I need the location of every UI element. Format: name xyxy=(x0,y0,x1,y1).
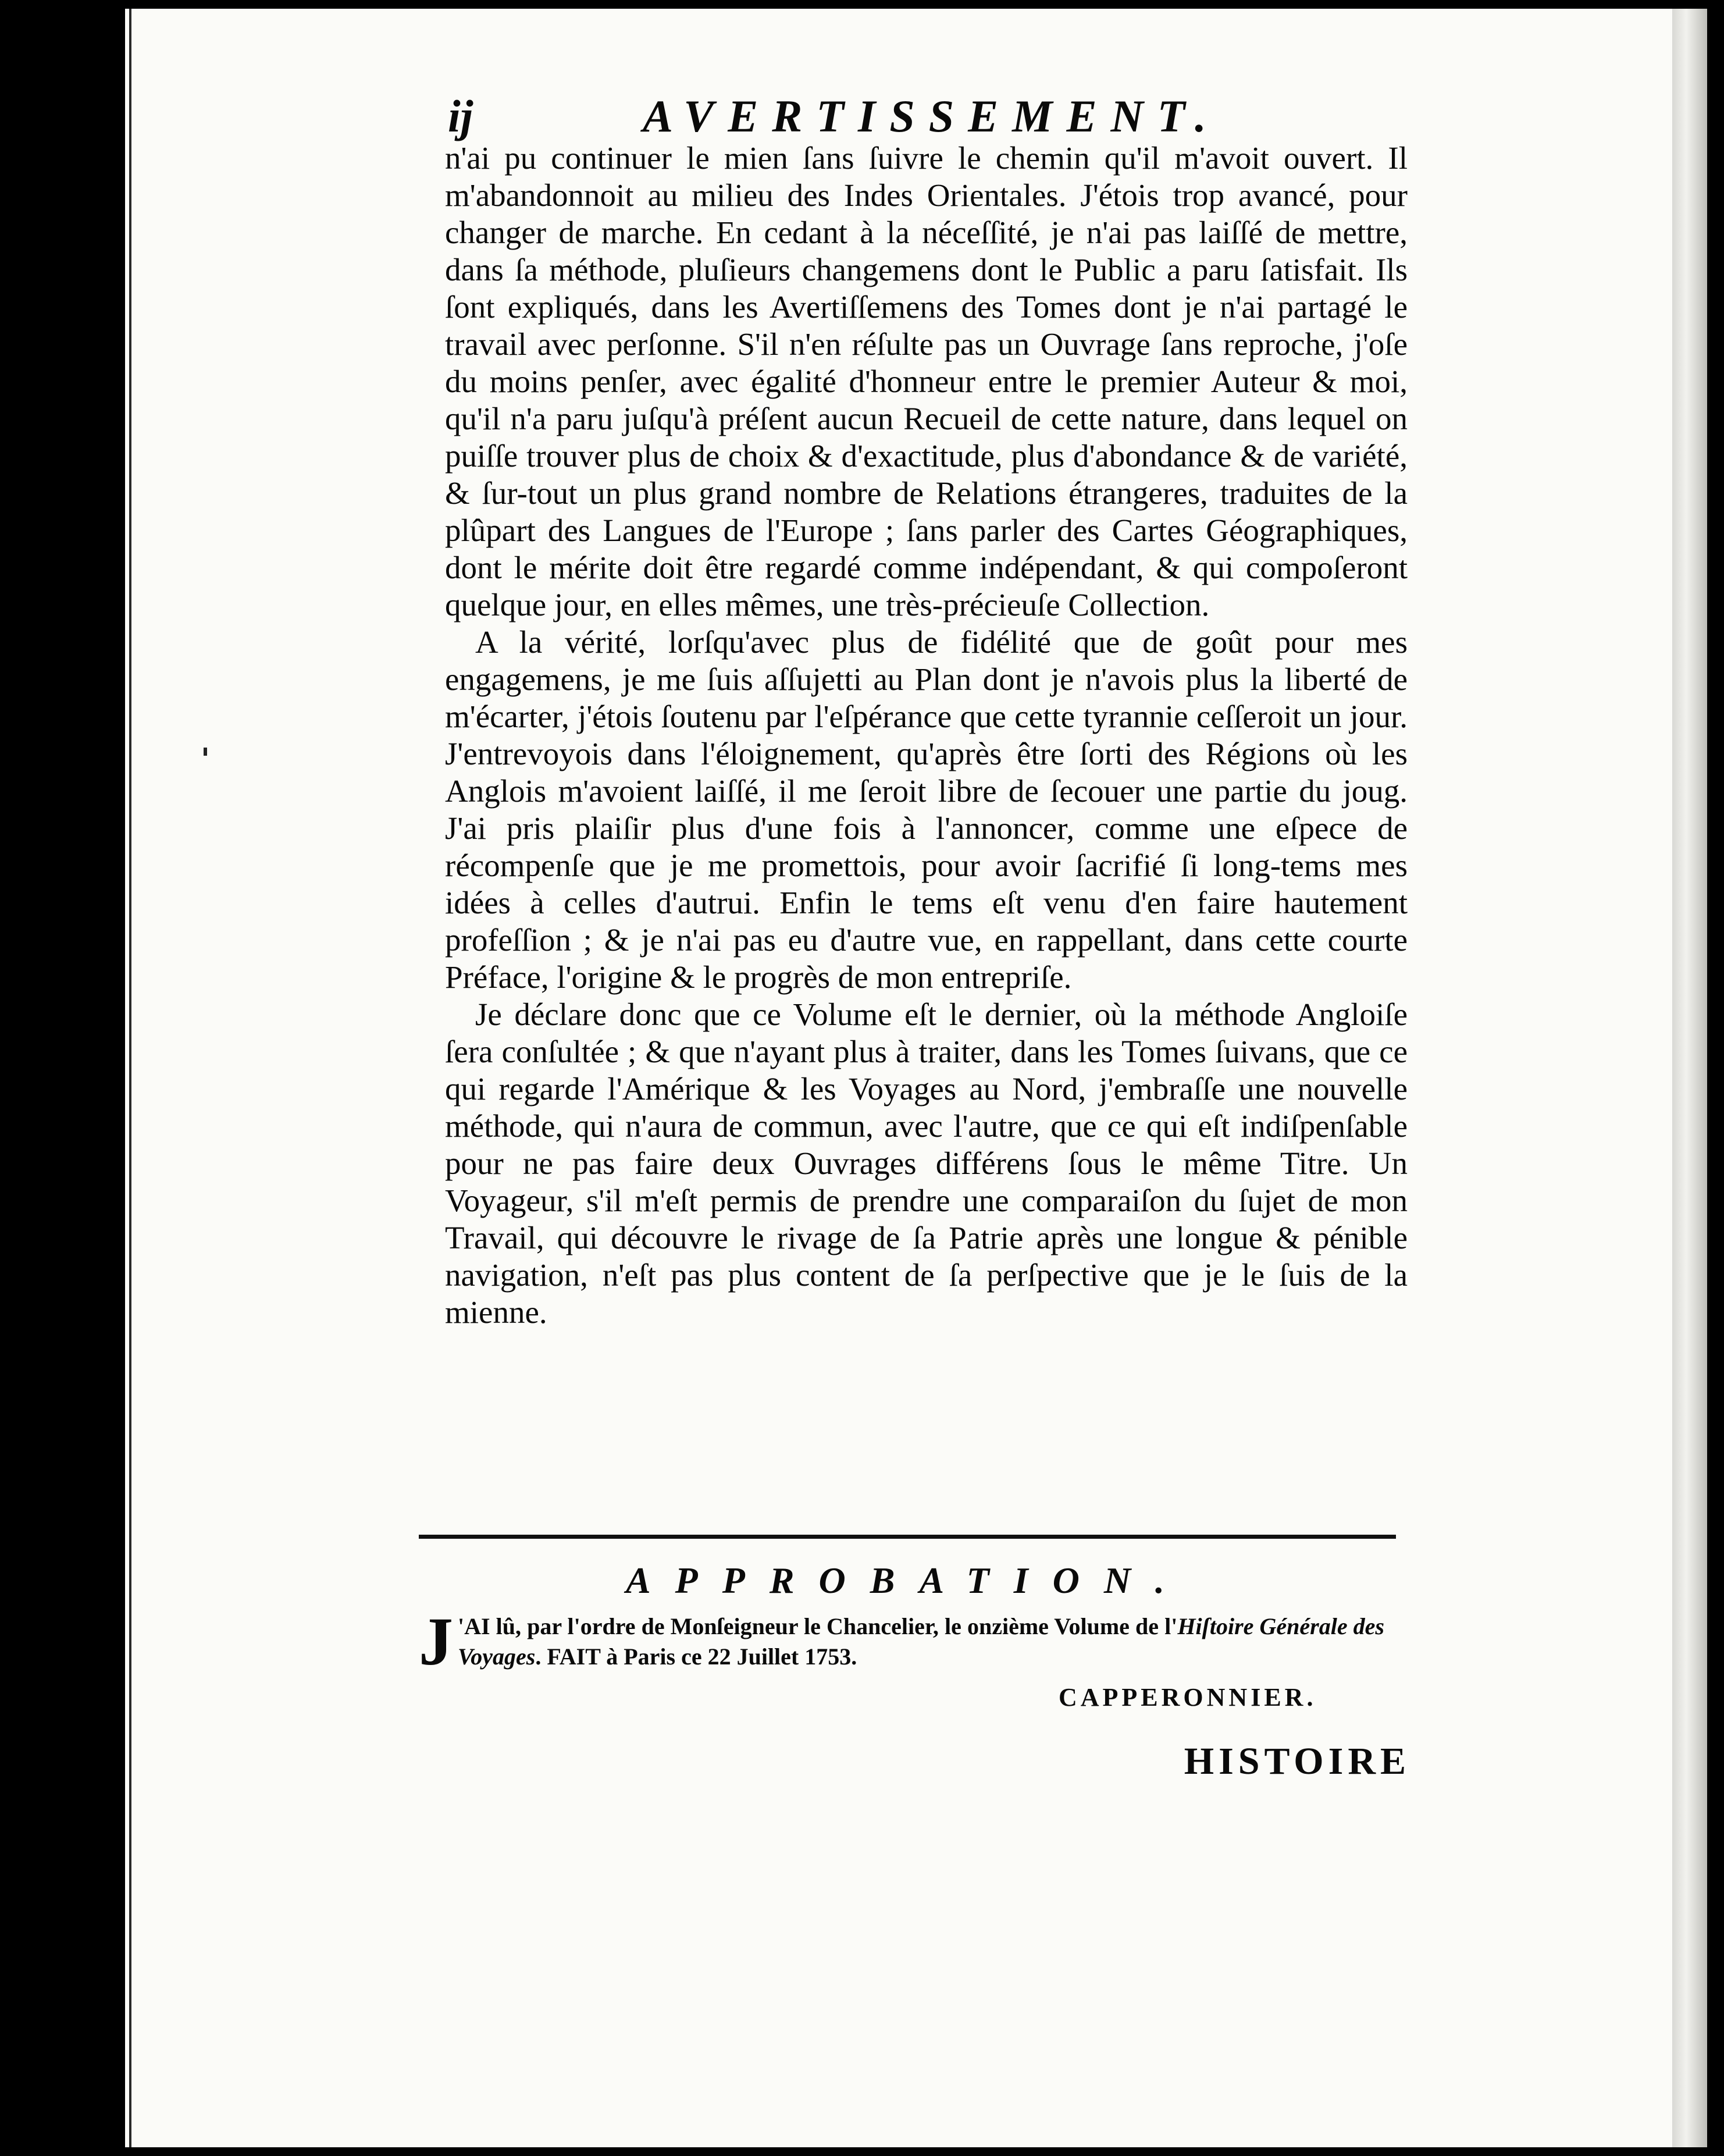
approbation-title: APPROBATION. xyxy=(625,1560,1189,1601)
ink-speck xyxy=(204,748,207,756)
paragraph-2: A la vérité, lorſqu'avec plus de fidélité que de goût pour mes engagemens, je me ſuis aſſujetti au Plan dont je n'avois plus la liberté de m'écarter, j'étois ſoutenu par l'eſpérance que cette tyrannie ceſſeroit un jour. J'entrevoyois dans l'éloignement, qu'après être ſorti des Régions où les Anglois m'avoient laiſſé, il me ſeroit libre de ſecouer une partie du joug. J'ai pris plaiſir plus d'une fois à l'annoncer, comme une eſpece de récompenſe que je me promettois, pour avoir ſacrifié ſi long-tems mes idées à celles d'autrui. Enfin le tems eſt venu d'en faire hautement profeſſion ; & je n'ai pas eu d'autre vue, en rappellant, dans cette courte Préface, l'origine & le progrès de mon entrepriſe. xyxy=(445,624,1408,995)
approbation-body xyxy=(419,1603,1384,1680)
body-text xyxy=(445,140,1408,1331)
approbation-work-title: Hiſtoire Générale des Voyages xyxy=(458,1613,1384,1670)
drop-cap: J xyxy=(419,1603,453,1680)
paragraph-1: n'ai pu continuer le mien ſans ſuivre le chemin qu'il m'avoit ouvert. Il m'abandonnoit au milieu des Indes Orientales. J'étois trop avancé, pour changer de marche. En cedant à la néceſſité, je n'ai pas laiſſé de mettre, dans ſa méthode, pluſieurs changemens dont le Public a paru ſatisfait. Ils ſont expliqués, dans les Avertiſſemens des Tomes dont je n'ai partagé le travail avec perſonne. S'il n'en réſulte pas un Ouvrage ſans reproche, j'oſe du moins penſer, avec égalité d'honneur entre le premier Auteur & moi, qu'il n'a paru juſqu'à préſent aucun Recueil de cette nature, dans lequel on puiſſe trouver plus de choix & d'exactitude, plus d'abondance & de variété, & ſur-tout un plus grand nombre de Relations étrangeres, traduites de la plûpart des Langues de l'Europe ; ſans parler des Cartes Géographiques, dont le mérite doit être regardé comme indépendant, & qui compoſeront quelque jour, en elles mêmes, une très-précieuſe Collection. xyxy=(445,140,1408,622)
page-number: ij xyxy=(448,91,473,141)
gutter-line xyxy=(129,9,131,2147)
catchword: HISTOIRE xyxy=(1184,1740,1410,1783)
running-title: AVERTISSEMENT. xyxy=(643,91,1220,141)
approbation-text-start: 'AI lû, par l'ordre de Monſeigneur le Chancelier, le onzième Volume de l' xyxy=(458,1613,1178,1639)
section-divider xyxy=(419,1535,1396,1539)
running-header xyxy=(448,87,1297,145)
page-edge xyxy=(1672,9,1707,2147)
approbation-signature: CAPPERONNIER. xyxy=(1059,1683,1317,1712)
approbation-text-end: . FAIT à Paris ce 22 Juillet 1753. xyxy=(535,1643,857,1670)
paragraph-3: Je déclare donc que ce Volume eſt le dernier, où la méthode Angloiſe ſera conſultée ; & que n'ayant plus à traiter, dans les Tomes ſuivans, que ce qui regarde l'Amérique & les Voyages au Nord, j'embraſſe une nouvelle méthode, qui n'aura de commun, avec l'autre, que ce qui eſt indiſpenſable pour ne pas faire deux Ouvrages différens ſous le même Titre. Un Voyageur, s'il m'eſt permis de prendre une comparaiſon du ſujet de mon Travail, qui découvre le rivage de ſa Patrie après une longue & pénible navigation, n'eſt pas plus content de ſa perſpective que je le ſuis de la mienne. xyxy=(445,997,1408,1330)
